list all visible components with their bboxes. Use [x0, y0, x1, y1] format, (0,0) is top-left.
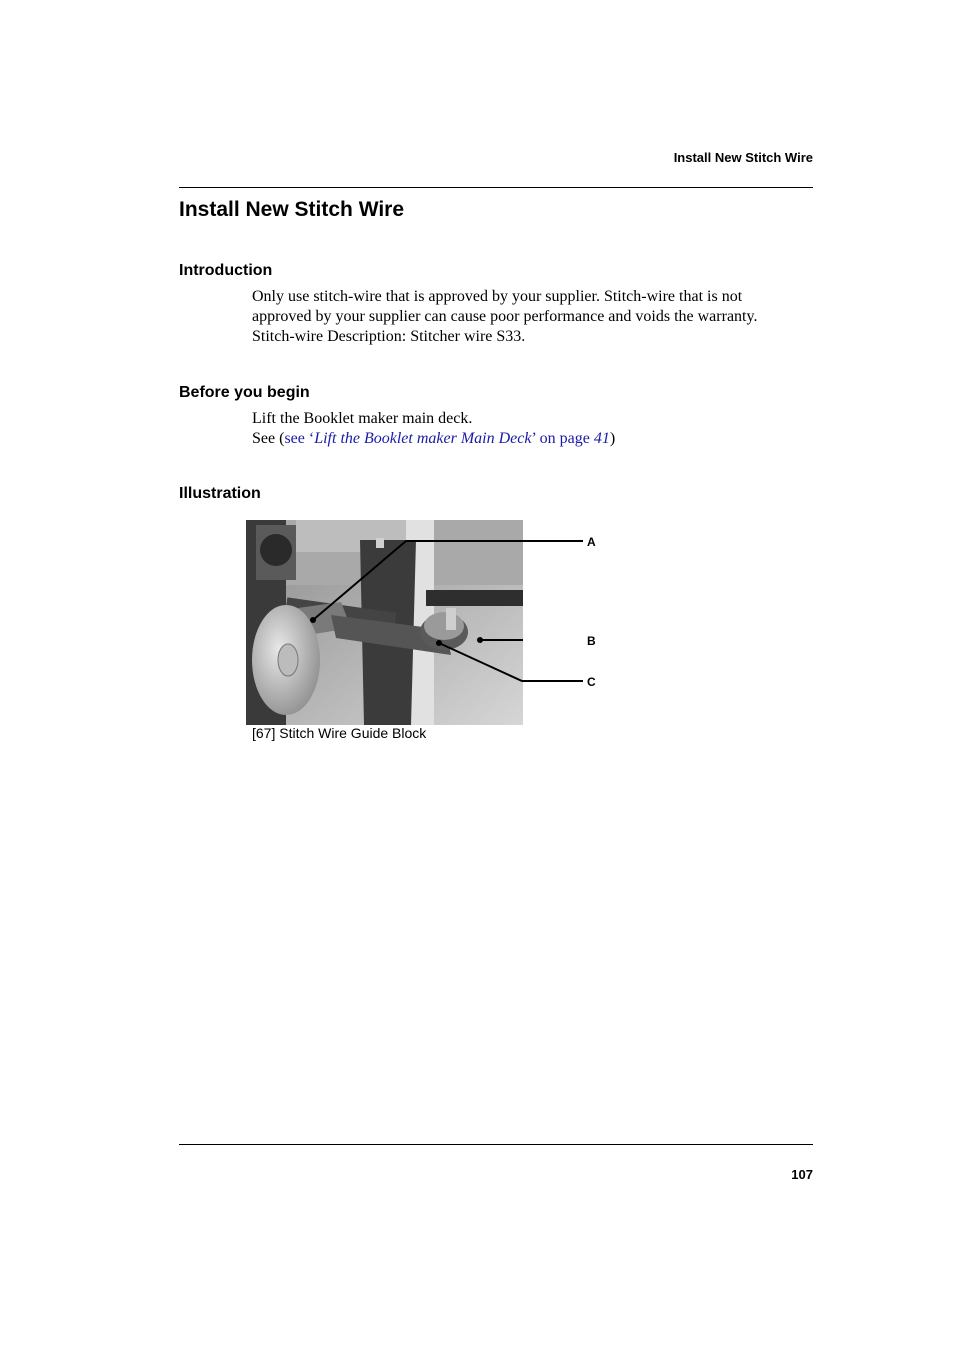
before-you-begin-line: Lift the Booklet maker main deck. [252, 410, 473, 427]
introduction-line: approved by your supplier can cause poor performance and voids the warranty. [252, 308, 758, 325]
see-reference-line [252, 429, 812, 449]
callout-c-label: C [587, 675, 596, 689]
introduction-heading: Introduction [179, 262, 273, 279]
introduction-text [252, 287, 812, 347]
running-header: Install New Stitch Wire [673, 150, 813, 165]
callout-a-label: A [587, 535, 596, 549]
stitch-wire-guide-block-figure [246, 520, 602, 726]
callout-b-label: B [587, 634, 596, 648]
footer-rule [179, 1144, 813, 1145]
machine-photo [246, 520, 523, 725]
figure-caption: [67] Stitch Wire Guide Block [252, 725, 427, 741]
page-number: 107 [791, 1167, 813, 1182]
link-page: 41 [593, 430, 610, 447]
introduction-line: Only use stitch-wire that is approved by your supplier. Stitch-wire that is not [252, 288, 743, 305]
cross-reference-link[interactable]: see ‘Lift the Booklet maker Main Deck’ on page 41 [284, 430, 610, 447]
before-you-begin-text [252, 409, 812, 449]
see-suffix: ) [609, 430, 616, 447]
page-title: Install New Stitch Wire [179, 198, 405, 221]
introduction-line: Stitch-wire Description: Stitcher wire S33. [252, 328, 526, 345]
illustration-heading: Illustration [179, 485, 261, 502]
header-rule [179, 187, 813, 188]
before-you-begin-heading: Before you begin [179, 384, 310, 401]
link-title: Lift the Booklet maker Main Deck [314, 430, 532, 447]
see-prefix: See ( [252, 430, 285, 447]
